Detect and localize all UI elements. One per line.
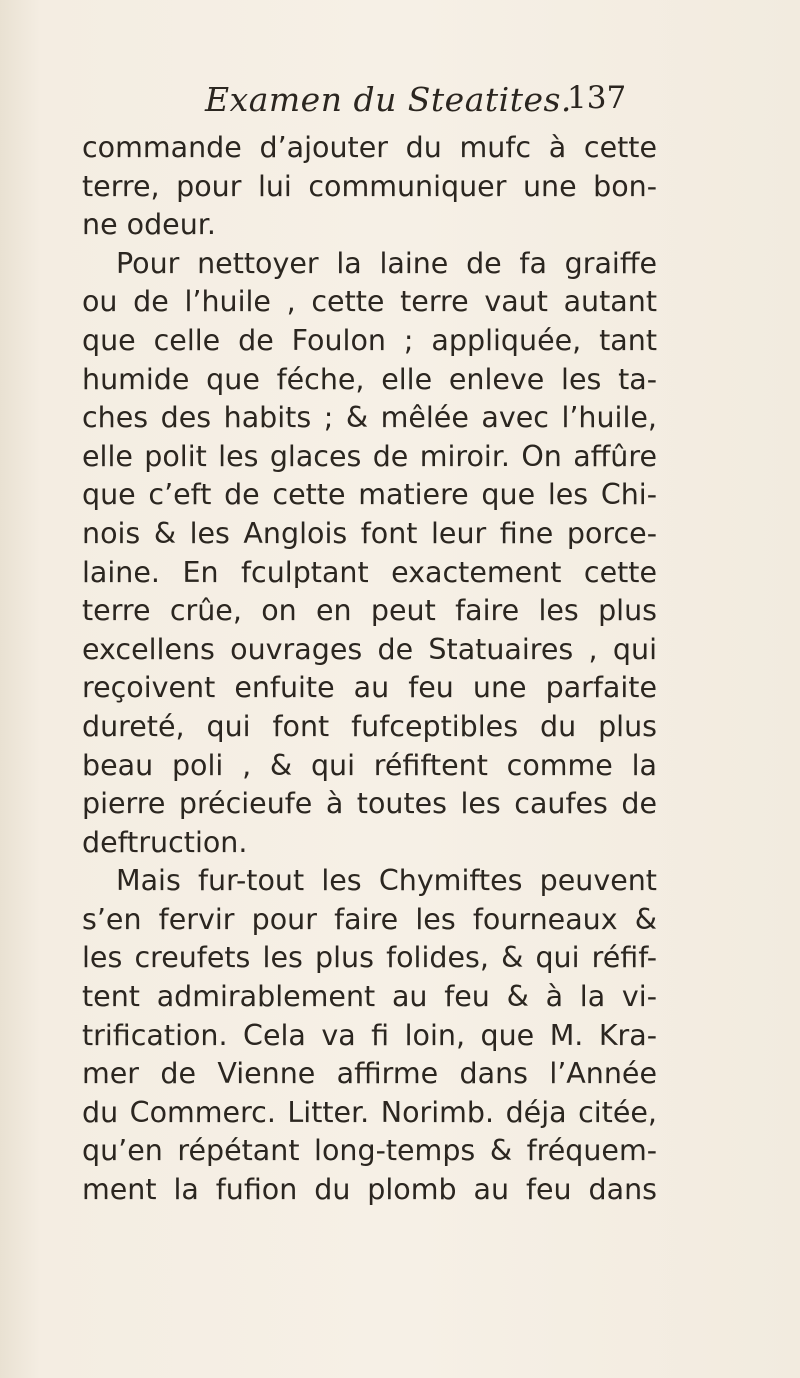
text-line: dureté, qui font fufceptibles du plus bbox=[82, 709, 657, 743]
text-line: ches des habits ; & mêlée avec l’huile, bbox=[82, 401, 657, 435]
text-line: ne odeur. bbox=[82, 208, 216, 242]
text-line: mer de Vienne affirme dans l’Année bbox=[82, 1057, 657, 1091]
text-line: nois & les Anglois font leur fine porce- bbox=[82, 516, 657, 550]
text-line: que celle de Foulon ; appliquée, tant bbox=[82, 323, 657, 357]
text-line: les creufets les plus folides, & qui réfif- bbox=[82, 941, 657, 975]
text-line: reçoivent enfuite au feu une parfaite bbox=[82, 671, 657, 705]
text-line: laine. En fculptant exactement cette bbox=[82, 555, 657, 589]
text-line: tent admirablement au feu & à la vi- bbox=[82, 980, 657, 1014]
text-line: ment la fufion du plomb au feu dans bbox=[82, 1173, 657, 1207]
text-line: Mais fur-tout les Chymiftes peuvent bbox=[116, 864, 657, 898]
text-line: que c’eft de cette matiere que les Chi- bbox=[82, 478, 657, 512]
text-line: qu’en répétant long-temps & fréquem- bbox=[82, 1134, 657, 1168]
text-line: deftruction. bbox=[82, 825, 248, 859]
text-line: excellens ouvrages de Statuaires , qui bbox=[82, 632, 657, 666]
text-line: humide que féche, elle enleve les ta- bbox=[82, 362, 657, 396]
text-line: commande d’ajouter du mufc à cette bbox=[82, 131, 657, 164]
text-line: trification. Cela va fi loin, que M. Kra- bbox=[82, 1018, 657, 1052]
text-line: s’en fervir pour faire les fourneaux & bbox=[82, 902, 657, 936]
page-header bbox=[205, 80, 725, 130]
running-title: Examen du Steatites. bbox=[205, 80, 572, 119]
text-line: terre crûe, on en peut faire les plus bbox=[82, 594, 657, 628]
text-line: du Commerc. Litter. Norimb. déja citée, bbox=[82, 1095, 657, 1129]
text-line: pierre précieufe à toutes les caufes de bbox=[82, 787, 657, 821]
text-line: ou de l’huile , cette terre vaut autant bbox=[82, 285, 657, 319]
body-text bbox=[82, 129, 657, 1210]
text-line: elle polit les glaces de miroir. On affûre bbox=[82, 439, 657, 473]
text-line: terre, pour lui communiquer une bon- bbox=[82, 169, 657, 203]
text-line: beau poli , & qui réfiftent comme la bbox=[82, 748, 657, 782]
text-line: Pour nettoyer la laine de fa graiffe bbox=[116, 246, 657, 280]
page-number: 137 bbox=[567, 80, 627, 116]
